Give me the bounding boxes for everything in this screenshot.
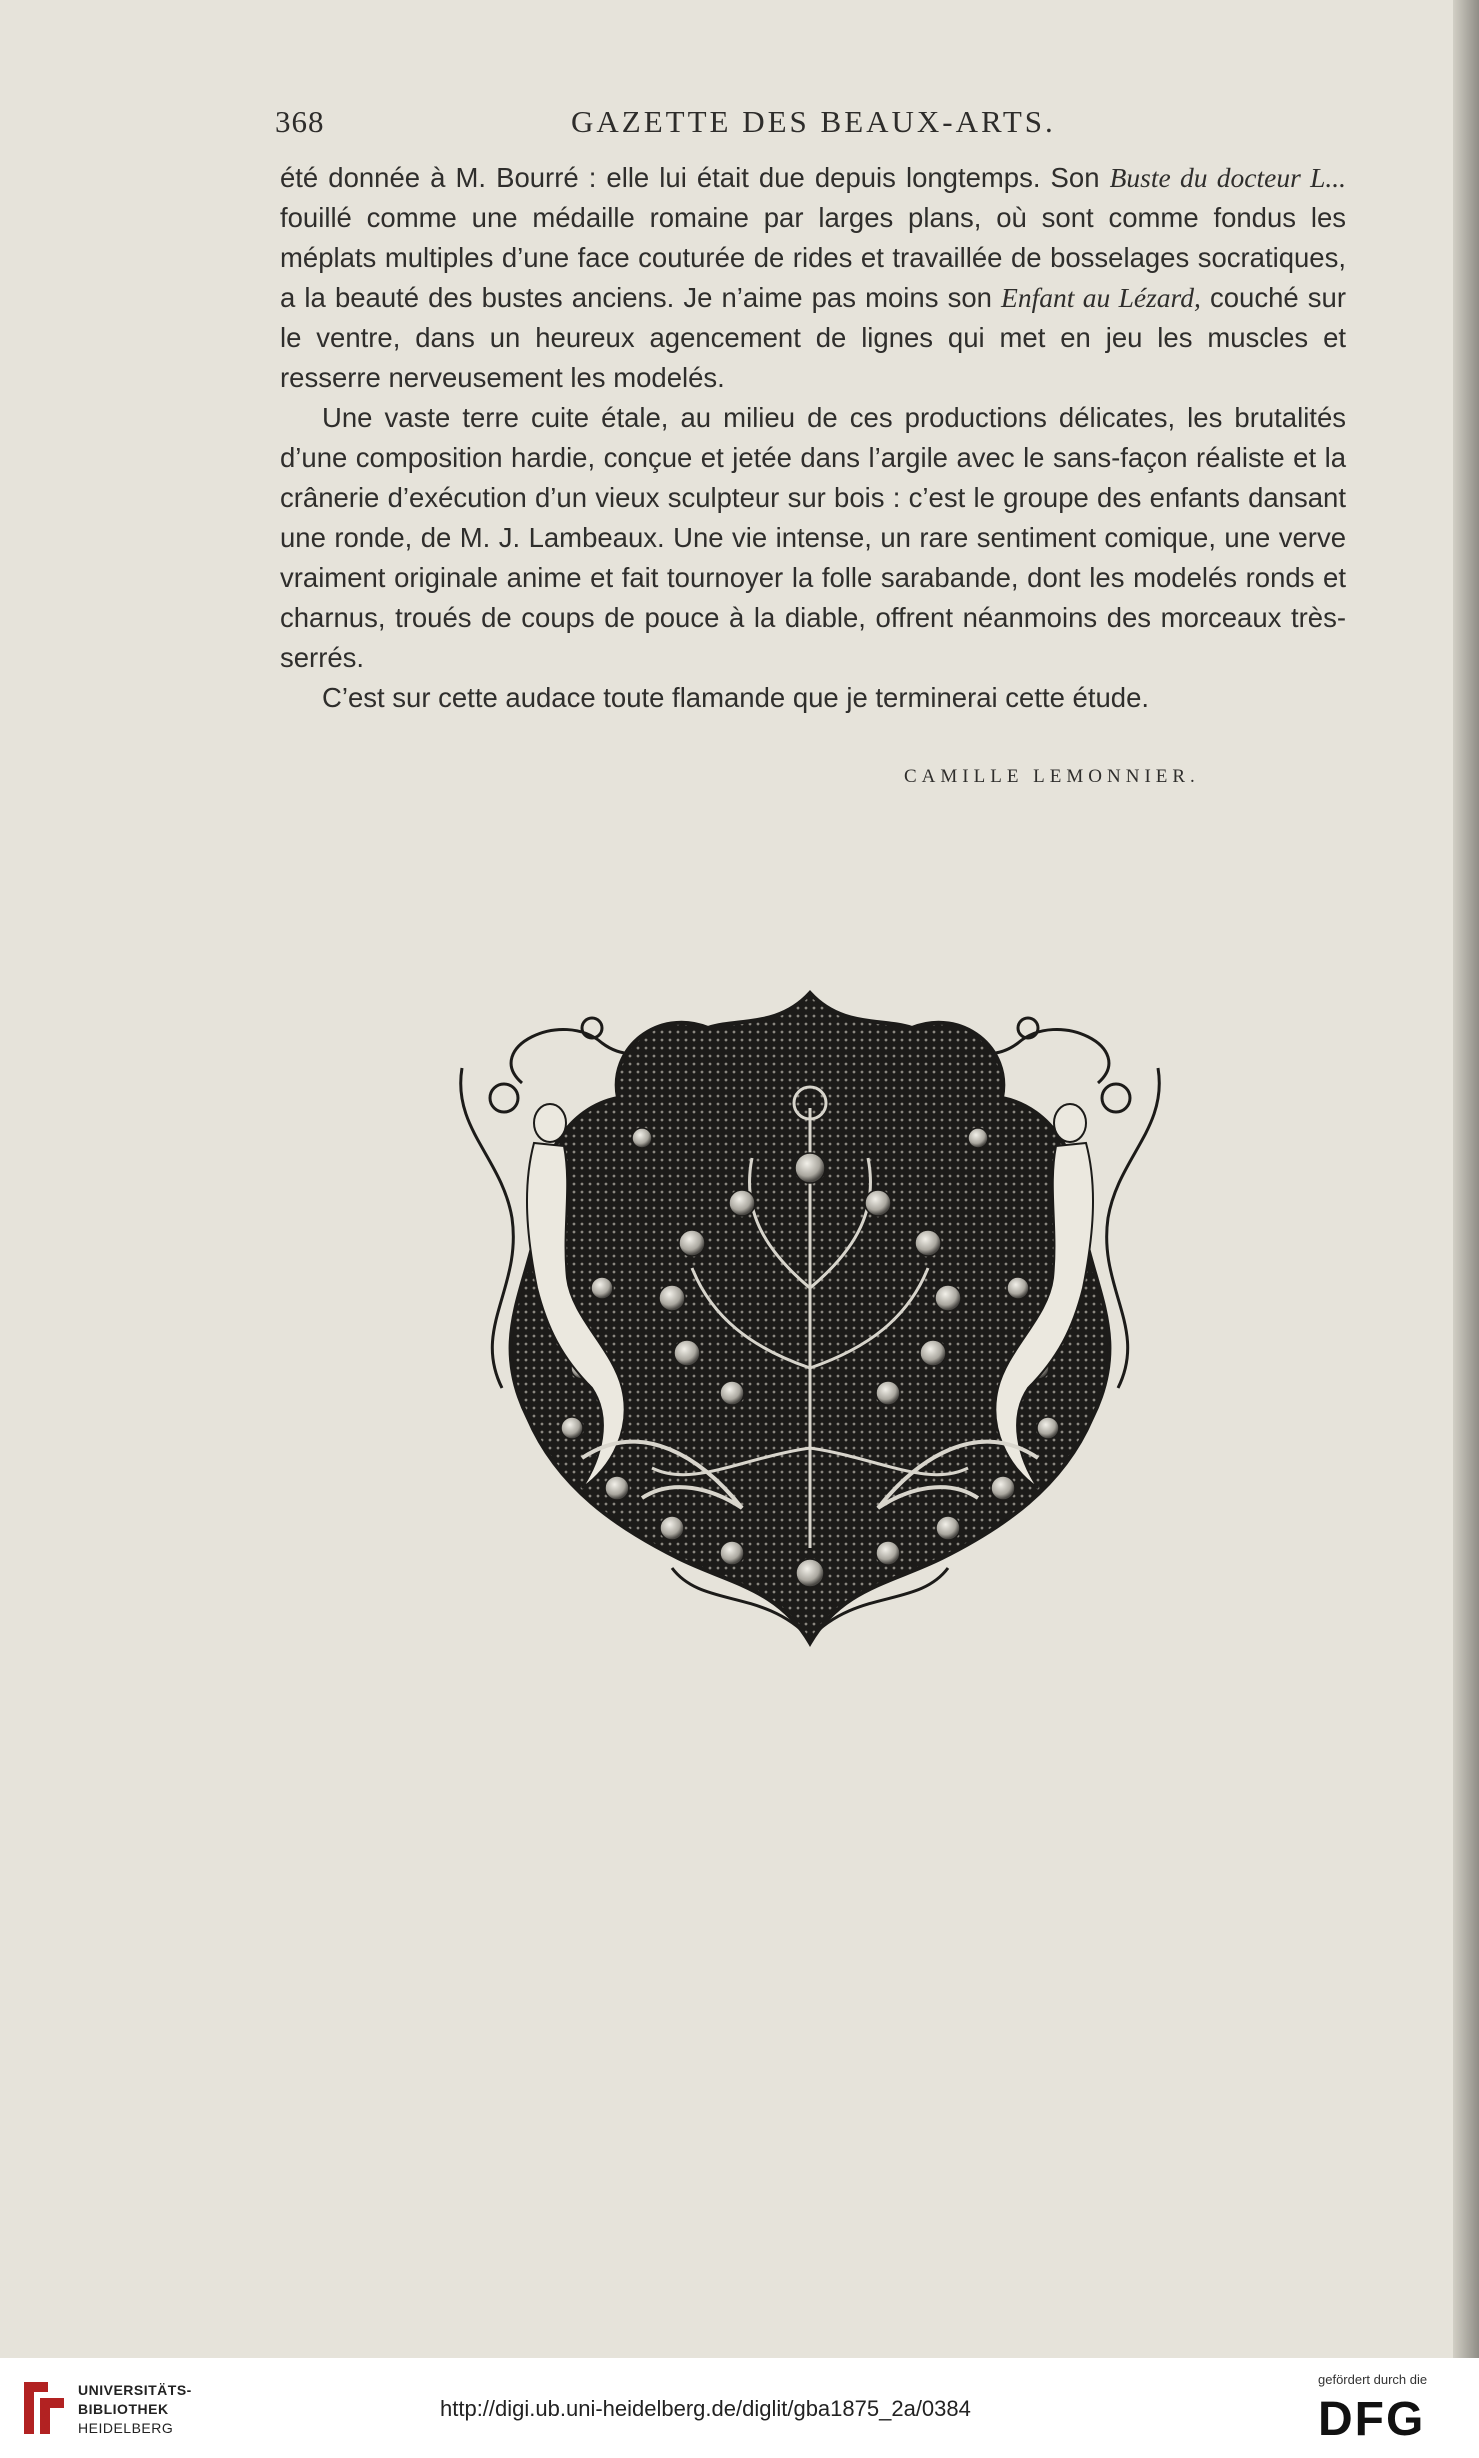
paragraph-text: fouillé comme une médaille romaine par larges plans, où sont comme fondus les méplats multiples d’une face couturée de rides et travaillée de bosselages socratiques, a la beauté des bustes anciens. Je n’aime pas moins son [280, 202, 1346, 313]
library-logo-icon [18, 2378, 70, 2438]
permalink-url[interactable]: http://digi.ub.uni-heidelberg.de/diglit/gba1875_2a/0384 [440, 2396, 971, 2421]
paragraph-text: Une vaste terre cuite étale, au milieu de ces productions délicates, les brutalités d’une composition hardie, conçue et jetée dans l’argile avec le sans-façon réaliste et la crânerie d’exécution d’un vieux sculpteur sur bois : c’est le groupe des enfants dansant une ronde, de M. J. Lambeaux. Une vie intense, un rare sentiment comique, une verve vraiment originale anime et fait tournoyer la folle sarabande, dont les modelés ronds et charnus, troués de coups de pouce à la diable, offrent néanmoins des morceaux très-serrés. [280, 402, 1346, 673]
dfg-logo[interactable]: DFG [1318, 2393, 1426, 2446]
funding-caption: gefördert durch die [1318, 2372, 1428, 2387]
journal-title: GAZETTE DES BEAUX-ARTS. [571, 104, 1056, 139]
paragraph [280, 678, 1346, 718]
paragraph [280, 398, 1346, 678]
paragraph-text: C’est sur cette audace toute flamande que je terminerai cette étude. [322, 682, 1150, 713]
university-library-logo[interactable] [18, 2370, 208, 2446]
ornamental-cartouche-icon [442, 988, 1178, 1648]
artwork-title: Enfant au Lézard, [1001, 282, 1201, 313]
paragraph [280, 158, 1346, 398]
institution-line-2: BIBLIOTHEK [78, 2401, 169, 2417]
artwork-title: Buste du docteur L... [1109, 162, 1346, 193]
running-head [275, 104, 1345, 144]
article-body [280, 158, 1346, 718]
paragraph-text: été donnée à M. Bourré : elle lui était due depuis longtemps. Son [280, 162, 1110, 193]
paragraph-text: couché sur le ventre, dans un heureux agencement de lignes qui met en jeu les muscles et resserre nerveusement les modelés. [280, 282, 1346, 393]
page-edge-shadow [1453, 0, 1479, 2358]
digitization-footer [0, 2358, 1479, 2458]
author-signature: CAMILLE LEMONNIER. [904, 766, 1200, 787]
institution-line-1: UNIVERSITÄTS- [78, 2382, 192, 2398]
page-number: 368 [275, 104, 325, 139]
institution-line-3: HEIDELBERG [78, 2420, 174, 2436]
